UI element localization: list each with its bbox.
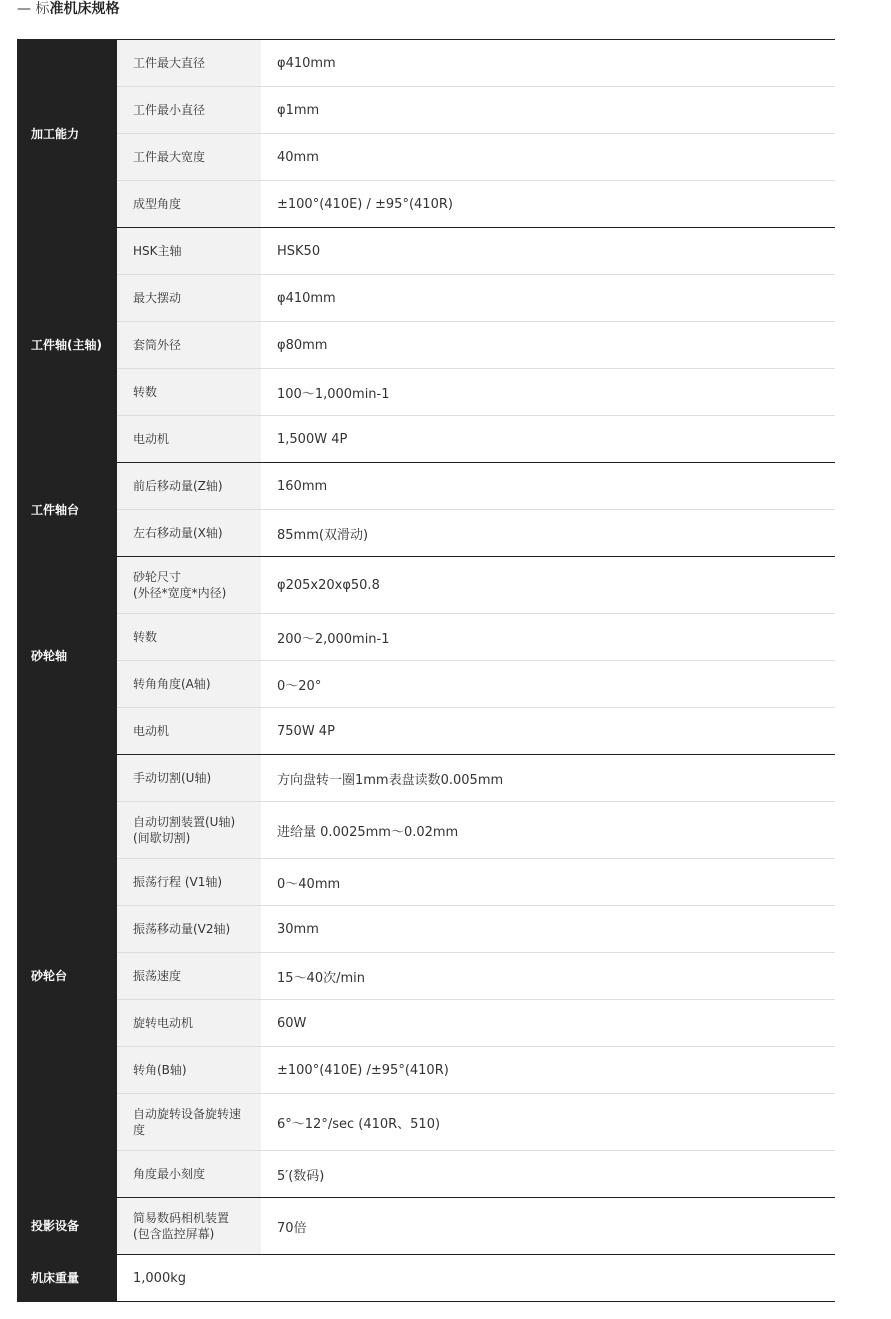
table-row — [17, 906, 835, 953]
spec-label: 最大摆动 — [117, 275, 261, 322]
table-row — [17, 661, 835, 708]
spec-label: 转角(B轴) — [117, 1047, 261, 1094]
spec-value: φ410mm — [261, 275, 835, 322]
table-row — [17, 802, 835, 859]
spec-label: 电动机 — [117, 416, 261, 463]
spec-value: 30mm — [261, 906, 835, 953]
table-row — [17, 755, 835, 802]
table-row — [17, 87, 835, 134]
spec-label: 工件最大直径 — [117, 40, 261, 87]
table-row — [17, 708, 835, 755]
spec-label: 振荡移动量(V2轴) — [117, 906, 261, 953]
spec-label: 简易数码相机装置 (包含监控屏幕) — [117, 1198, 261, 1255]
table-row — [17, 369, 835, 416]
spec-value: 200～2,000min-1 — [261, 614, 835, 661]
spec-label: 转数 — [117, 614, 261, 661]
table-row — [17, 322, 835, 369]
spec-value: HSK50 — [261, 228, 835, 275]
spec-value: ±100°(410E) /±95°(410R) — [261, 1047, 835, 1094]
spec-value: 100～1,000min-1 — [261, 369, 835, 416]
spec-label: 转角角度(A轴) — [117, 661, 261, 708]
section-heading — [17, 0, 119, 18]
spec-label: 角度最小刻度 — [117, 1151, 261, 1198]
spec-label: 自动旋转设备旋转速度 — [117, 1094, 261, 1151]
table-row — [17, 510, 835, 557]
table-row — [17, 1047, 835, 1094]
table-row — [17, 181, 835, 228]
spec-value: 进给量 0.0025mm～0.02mm — [261, 802, 835, 859]
table-row — [17, 1151, 835, 1198]
group-label: 砂轮台 — [17, 755, 117, 1198]
spec-value: 0～20° — [261, 661, 835, 708]
spec-label: 工件最小直径 — [117, 87, 261, 134]
spec-value: 160mm — [261, 463, 835, 510]
spec-label: HSK主轴 — [117, 228, 261, 275]
table-row — [17, 1000, 835, 1047]
spec-label: 振荡行程 (V1轴) — [117, 859, 261, 906]
spec-label: 电动机 — [117, 708, 261, 755]
table-row — [17, 134, 835, 181]
group-label: 机床重量 — [17, 1255, 117, 1302]
spec-label: 转数 — [117, 369, 261, 416]
table-row — [17, 614, 835, 661]
spec-value: φ205x20xφ50.8 — [261, 557, 835, 614]
spec-value: 方向盘转一圈1mm表盘读数0.005mm — [261, 755, 835, 802]
table-row — [17, 275, 835, 322]
spec-label: 成型角度 — [117, 181, 261, 228]
spec-label: 振荡速度 — [117, 953, 261, 1000]
group-label: 工件轴(主轴) — [17, 228, 117, 463]
table-row — [17, 416, 835, 463]
group-label: 加工能力 — [17, 40, 117, 228]
spec-table — [17, 39, 835, 1302]
group-label: 砂轮轴 — [17, 557, 117, 755]
spec-label: 手动切割(U轴) — [117, 755, 261, 802]
heading-dash: — — [17, 1, 31, 17]
table-row — [17, 1198, 835, 1255]
spec-value: φ410mm — [261, 40, 835, 87]
table-row — [17, 1255, 835, 1302]
table-row — [17, 953, 835, 1000]
spec-value: 1,000kg — [117, 1255, 835, 1302]
group-label: 投影设备 — [17, 1198, 117, 1255]
spec-value: 40mm — [261, 134, 835, 181]
spec-label: 套筒外径 — [117, 322, 261, 369]
spec-value: 750W 4P — [261, 708, 835, 755]
table-row — [17, 40, 835, 87]
spec-value: 60W — [261, 1000, 835, 1047]
spec-label: 砂轮尺寸 (外径*宽度*内径) — [117, 557, 261, 614]
spec-label: 旋转电动机 — [117, 1000, 261, 1047]
spec-value: 70倍 — [261, 1198, 835, 1255]
spec-value: φ80mm — [261, 322, 835, 369]
spec-value: 5′(数码) — [261, 1151, 835, 1198]
spec-value: 15～40次/min — [261, 953, 835, 1000]
heading-title: 准机床规格 — [49, 1, 120, 17]
spec-label: 左右移动量(X轴) — [117, 510, 261, 557]
table-row — [17, 859, 835, 906]
table-row — [17, 1094, 835, 1151]
spec-value: 6°～12°/sec (410R、510) — [261, 1094, 835, 1151]
table-row — [17, 463, 835, 510]
spec-value: ±100°(410E) / ±95°(410R) — [261, 181, 835, 228]
spec-value: 0～40mm — [261, 859, 835, 906]
spec-label: 自动切割装置(U轴) (间歇切割) — [117, 802, 261, 859]
table-row — [17, 228, 835, 275]
spec-value: 85mm(双滑动) — [261, 510, 835, 557]
spec-label: 工件最大宽度 — [117, 134, 261, 181]
spec-value: φ1mm — [261, 87, 835, 134]
spec-label: 前后移动量(Z轴) — [117, 463, 261, 510]
spec-value: 1,500W 4P — [261, 416, 835, 463]
table-row — [17, 557, 835, 614]
heading-prefix: 标 — [35, 1, 50, 17]
group-label: 工件轴台 — [17, 463, 117, 557]
